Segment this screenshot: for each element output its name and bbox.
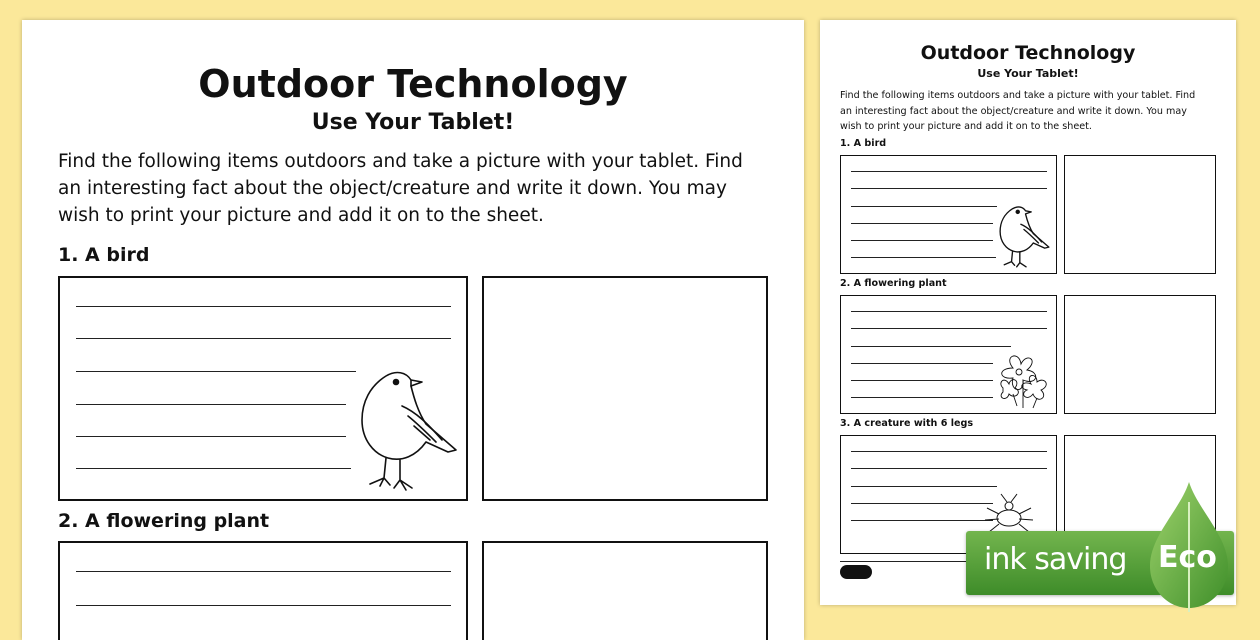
thumb-flower-icon bbox=[993, 348, 1053, 410]
thumb-question-2-photo-box bbox=[1064, 295, 1216, 414]
instructions bbox=[58, 148, 778, 229]
writing-line bbox=[851, 311, 1047, 312]
thumb-question-3-label: 3. A creature with 6 legs bbox=[840, 418, 974, 429]
writing-line bbox=[851, 240, 993, 241]
thumb-insect-icon bbox=[981, 492, 1037, 536]
writing-line bbox=[851, 380, 993, 381]
page-title: Outdoor Technology bbox=[198, 62, 628, 106]
writing-line bbox=[76, 605, 451, 606]
question-1-photo-box bbox=[482, 276, 768, 501]
thumb-question-2-fact-box bbox=[840, 295, 1057, 414]
writing-line bbox=[851, 188, 1047, 189]
thumb-instructions bbox=[840, 88, 1230, 135]
writing-line bbox=[851, 451, 1047, 452]
writing-line bbox=[76, 338, 451, 339]
instructions-line-2: an interesting fact about the object/creature and write it down. You may bbox=[58, 178, 727, 199]
thumb-instructions-line-3: wish to print your picture and add it on to the sheet. bbox=[840, 121, 1092, 132]
badge-text: ink saving bbox=[984, 542, 1127, 577]
thumb-instructions-line-1: Find the following items outdoors and take a picture with your tablet. Find bbox=[840, 90, 1196, 101]
instructions-line-3: wish to print your picture and add it on to the sheet. bbox=[58, 205, 544, 226]
writing-line bbox=[851, 520, 993, 521]
thumb-title: Outdoor Technology bbox=[920, 42, 1136, 64]
writing-line bbox=[851, 171, 1047, 172]
writing-line bbox=[851, 503, 993, 504]
question-1-fact-box bbox=[58, 276, 468, 501]
writing-line bbox=[851, 223, 993, 224]
thumb-bird-icon bbox=[997, 204, 1053, 270]
twinkl-logo bbox=[840, 565, 872, 579]
question-2-fact-box bbox=[58, 541, 468, 640]
thumb-question-1-label: 1. A bird bbox=[840, 138, 887, 149]
thumb-subtitle: Use Your Tablet! bbox=[977, 67, 1079, 80]
thumb-question-2-label: 2. A flowering plant bbox=[840, 278, 947, 289]
question-2-photo-box bbox=[482, 541, 768, 640]
thumb-question-1-fact-box bbox=[840, 155, 1057, 274]
writing-line bbox=[851, 468, 1047, 469]
thumb-question-1-photo-box bbox=[1064, 155, 1216, 274]
page-subtitle: Use Your Tablet! bbox=[311, 110, 515, 135]
badge-eco-text: Eco bbox=[1158, 540, 1217, 575]
worksheet-page-large bbox=[22, 20, 804, 640]
writing-line bbox=[851, 397, 993, 398]
thumb-instructions-line-2: an interesting fact about the object/creature and write it down. You may bbox=[840, 105, 1187, 117]
writing-line bbox=[76, 404, 346, 405]
question-2-label: 2. A flowering plant bbox=[58, 510, 270, 532]
writing-line bbox=[851, 346, 1011, 347]
writing-line bbox=[76, 371, 356, 372]
writing-line bbox=[76, 436, 346, 437]
writing-line bbox=[76, 468, 351, 469]
writing-line bbox=[851, 363, 993, 364]
writing-line bbox=[851, 206, 997, 207]
writing-line bbox=[851, 328, 1047, 329]
writing-line bbox=[851, 257, 996, 258]
writing-line bbox=[76, 571, 451, 572]
question-1-label: 1. A bird bbox=[58, 244, 150, 266]
writing-line bbox=[76, 306, 451, 307]
instructions-line-1: Find the following items outdoors and take a picture with your tablet. Find bbox=[58, 151, 743, 172]
bird-icon bbox=[356, 368, 464, 493]
writing-line bbox=[851, 486, 997, 487]
